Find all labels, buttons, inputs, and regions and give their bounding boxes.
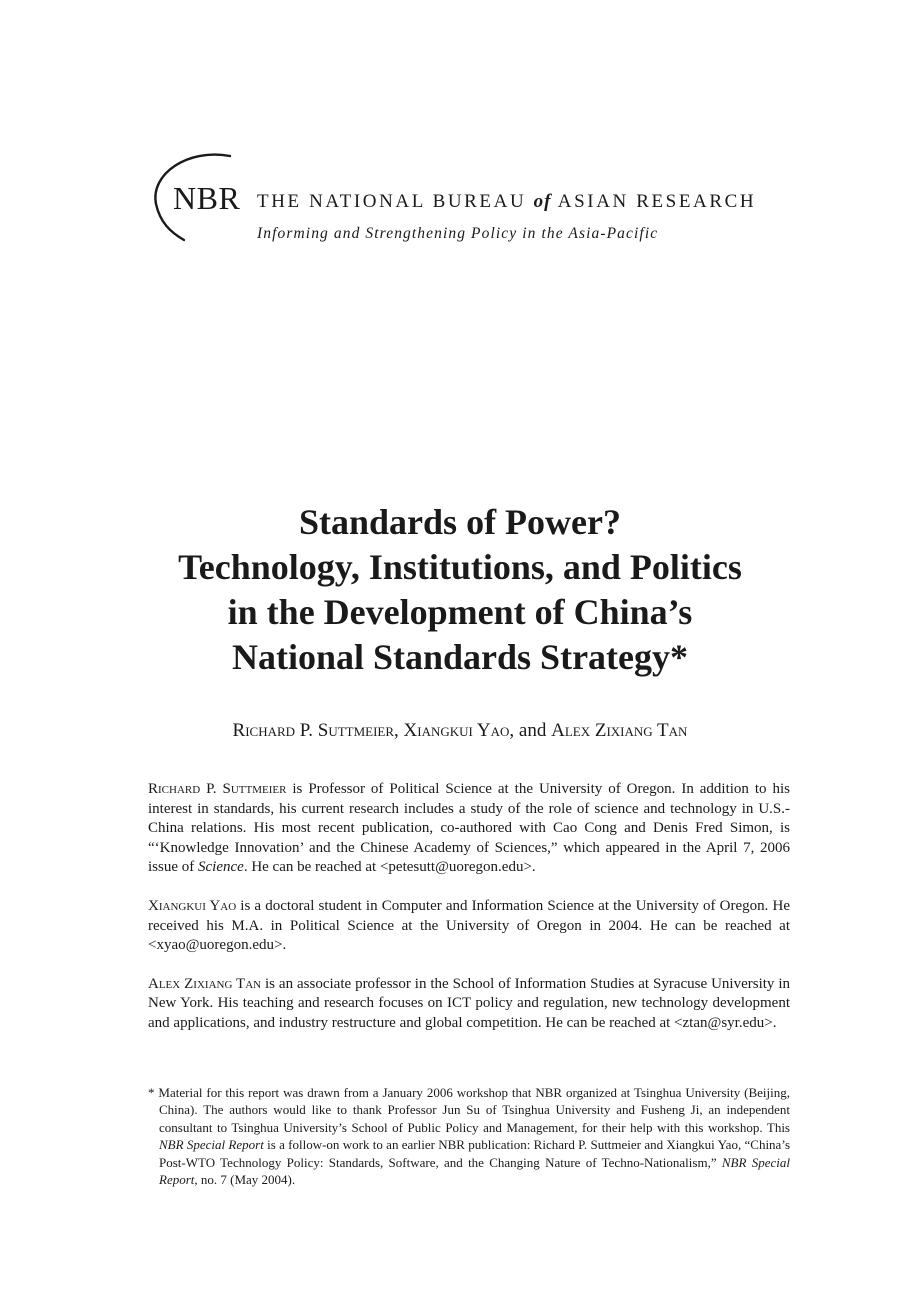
org-name-part2: ASIAN RESEARCH	[557, 191, 757, 212]
title-line: in the Development of China’s	[227, 592, 693, 632]
author-bio	[148, 897, 790, 956]
author-bio	[148, 780, 790, 878]
author-separator: ,	[394, 720, 404, 741]
author-name: Alex Zixiang Tan	[551, 720, 688, 741]
author-byline	[80, 718, 840, 744]
author-name: Richard P. Suttmeier	[232, 720, 395, 741]
report-title	[80, 500, 840, 680]
bio-name: Alex Zixiang Tan	[148, 975, 262, 992]
bio-text: is Professor of Political Science at the University of Oregon. In addition to his interest in standards, his current research includes a study of the role of science and technology in U.S.-China relations. His most recent publication, co-authored with Cao Cong and Denis Fred Simon, is “‘Knowledge Innovation’ and the Chinese Academy of Sciences,” which appeared in the April 7, 2006 issue of	[148, 781, 790, 876]
author-separator: , and	[509, 720, 552, 741]
footnote-text: * Material for this report was drawn from a January 2006 workshop that NBR organized at Tsinghua University (Beijing, China). The authors would like to thank Professor Jun Su of Tsinghua University and Fusheng Ji, an independent consultant to Tsinghua University’s School of Public Policy and Management, for their help with this workshop. This	[148, 1085, 790, 1135]
bio-italic-text: Science	[198, 859, 244, 876]
author-name: Xiangkui Yao	[403, 720, 510, 741]
bio-text: . He can be reached at <petesutt@uoregon.edu>.	[243, 859, 536, 876]
footnote-text: , no. 7 (May 2004).	[194, 1172, 296, 1188]
footnote-italic: NBR Special Report	[159, 1137, 264, 1153]
footnote	[148, 1084, 790, 1188]
author-bio	[148, 975, 790, 1034]
org-name-part1: THE NATIONAL BUREAU	[257, 191, 527, 212]
title-line: National Standards Strategy*	[231, 637, 689, 677]
title-line: Standards of Power?	[299, 502, 621, 542]
bio-text: is an associate professor in the School of Information Studies at Syracuse University in New York. His teaching and research focuses on ICT policy and regulation, new technology development and applications, and industry restructure and global competition. He can be reached at <ztan@syr.edu>.	[148, 975, 790, 1031]
footnote-text: is a follow-on work to an earlier NBR publication: Richard P. Suttmeier and Xiangkui Yao, “China’s Post-WTO Technology Policy: Standards, Software, and the Changing Nature of Techno-Nationalism,”	[159, 1137, 790, 1170]
nbr-logo-text: NBR	[173, 180, 241, 216]
footnote-italic: NBR Special Report	[159, 1154, 790, 1188]
author-bios	[148, 780, 790, 1053]
bio-text: is a doctoral student in Computer and Information Science at the University of Oregon. He received his M.A. in Political Science at the University of Oregon in 2004. He can be reached at <xyao@uoregon.edu>.	[148, 897, 790, 954]
org-tagline: Informing and Strengthening Policy in the Asia-Pacific	[257, 225, 659, 242]
title-line: Technology, Institutions, and Politics	[178, 547, 742, 587]
org-name-of: of	[533, 191, 552, 212]
bio-name: Richard P. Suttmeier	[148, 781, 287, 797]
bio-name: Xiangkui Yao	[148, 897, 237, 914]
organization-name	[257, 190, 797, 214]
